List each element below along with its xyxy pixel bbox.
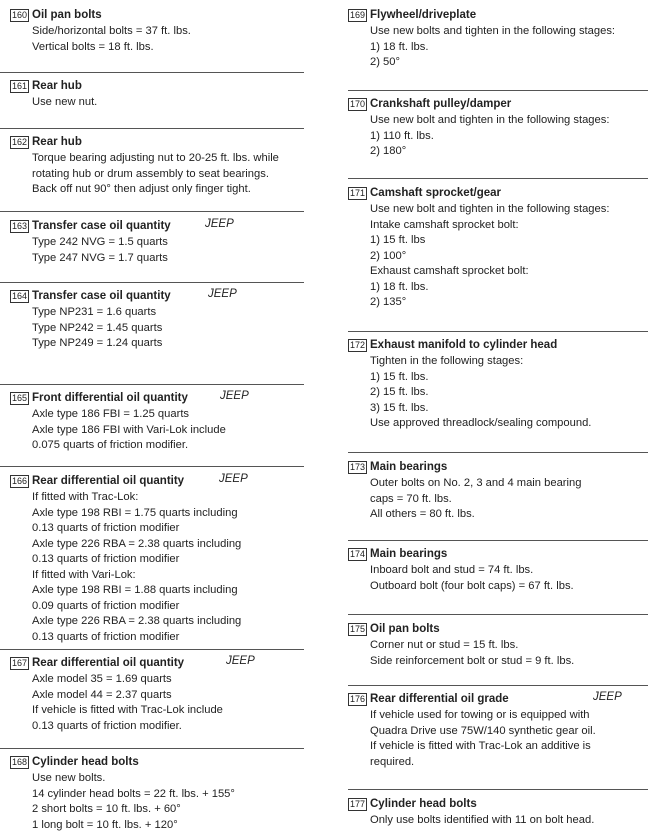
entry-body	[32, 24, 304, 55]
entry-line: 0.13 quarts of friction modifier	[32, 630, 180, 643]
entry-line: Back off nut 90° then adjust only finger tight.	[32, 183, 251, 195]
entry-body	[370, 708, 646, 770]
entry-line: Use new bolt and tighten in the following stages:	[370, 203, 610, 215]
jeep-label: JEEP	[220, 390, 249, 402]
entry-title: Main bearings	[370, 461, 448, 473]
entry-line: 3) 15 ft. lbs.	[370, 401, 429, 414]
spec-entry-169	[348, 8, 646, 71]
entry-line: Use new bolts and tighten in the following stages:	[370, 25, 616, 37]
section-divider	[348, 178, 648, 179]
entry-line: 1) 18 ft. lbs.	[370, 280, 429, 293]
entry-body	[370, 638, 646, 669]
section-divider	[348, 614, 648, 615]
entry-line: Axle type 186 FBI = 1.25 quarts	[32, 408, 190, 420]
entry-body	[370, 813, 646, 829]
entry-line: Type 247 NVG = 1.7 quarts	[32, 251, 168, 264]
entry-body	[370, 113, 646, 160]
entry-title: Oil pan bolts	[370, 623, 440, 635]
entry-line: All others = 80 ft. lbs.	[370, 508, 475, 520]
spec-entry-162	[10, 135, 304, 198]
entry-header	[348, 8, 646, 24]
entry-number-badge: 167	[12, 658, 28, 668]
entry-line: Axle type 198 RBI = 1.88 quarts including	[32, 584, 238, 596]
entry-header	[348, 338, 646, 354]
jeep-label: JEEP	[205, 218, 234, 230]
spec-entry-168	[10, 755, 304, 833]
spec-entry-173	[348, 460, 646, 523]
entry-body	[370, 476, 646, 523]
entry-line: 0.13 quarts of friction modifier.	[32, 719, 182, 732]
entry-title: Main bearings	[370, 548, 448, 560]
entry-number-badge: 177	[350, 799, 366, 809]
entry-line: Outer bolts on No. 2, 3 and 4 main bearing	[370, 477, 582, 489]
spec-entry-165	[10, 391, 304, 454]
entry-number-badge: 164	[12, 291, 28, 301]
entry-header	[10, 391, 304, 407]
entry-line: 2) 135°	[370, 296, 407, 308]
entry-header	[10, 289, 304, 305]
entry-line: Axle type 226 RBA = 2.38 quarts including	[32, 615, 242, 627]
entry-line: 2) 180°	[370, 145, 407, 157]
entry-line: If fitted with Trac-Lok:	[32, 491, 139, 503]
spec-entry-163	[10, 219, 304, 266]
entry-title: Oil pan bolts	[32, 9, 102, 21]
section-divider	[0, 211, 304, 212]
section-divider	[348, 452, 648, 453]
entry-line: Axle model 44 = 2.37 quarts	[32, 688, 172, 701]
entry-line: 14 cylinder head bolts = 22 ft. lbs. + 155°	[32, 787, 235, 800]
entry-header	[10, 474, 304, 490]
entry-line: Intake camshaft sprocket bolt:	[370, 218, 519, 231]
entry-number-badge: 162	[12, 137, 28, 147]
entry-title: Front differential oil quantity	[32, 392, 188, 404]
entry-header	[10, 79, 304, 95]
entry-body	[32, 235, 304, 266]
section-divider	[348, 540, 648, 541]
entry-line: Corner nut or stud = 15 ft. lbs.	[370, 639, 519, 651]
entry-line: 2) 15 ft. lbs.	[370, 386, 429, 398]
entry-body	[370, 563, 646, 594]
entry-line: required.	[370, 755, 415, 768]
entry-line: Use new bolts.	[32, 772, 106, 784]
entry-header	[10, 656, 304, 672]
entry-title: Cylinder head bolts	[370, 798, 477, 810]
entry-title: Exhaust manifold to cylinder head	[370, 339, 558, 351]
entry-line: rotating hub or drum assembly to seat bearings.	[32, 167, 269, 180]
jeep-label: JEEP	[219, 473, 248, 485]
jeep-label: JEEP	[593, 691, 622, 703]
section-divider	[0, 748, 304, 749]
entry-line: 1) 15 ft. lbs	[370, 234, 426, 246]
entry-header	[10, 8, 304, 24]
entry-number-badge: 170	[350, 99, 366, 109]
entry-header	[348, 692, 646, 708]
entry-title: Rear hub	[32, 136, 82, 148]
entry-line: Outboard bolt (four bolt caps) = 67 ft. lbs.	[370, 579, 574, 592]
entry-line: Tighten in the following stages:	[370, 355, 524, 367]
spec-entry-160	[10, 8, 304, 55]
entry-line: Torque bearing adjusting nut to 20-25 ft. lbs. while	[32, 152, 279, 164]
entry-line: Type 242 NVG = 1.5 quarts	[32, 236, 168, 248]
entry-header	[348, 622, 646, 638]
entry-line: Exhaust camshaft sprocket bolt:	[370, 265, 529, 277]
entry-body	[32, 305, 304, 352]
spec-entry-175	[348, 622, 646, 669]
entry-line: If vehicle is fitted with Trac-Lok include	[32, 704, 223, 716]
section-divider	[348, 789, 648, 790]
entry-line: If vehicle is fitted with Trac-Lok an additive is	[370, 740, 591, 752]
entry-line: 0.13 quarts of friction modifier	[32, 553, 180, 565]
entry-line: 2) 100°	[370, 249, 407, 262]
entry-number-badge: 173	[350, 462, 366, 472]
entry-header	[348, 186, 646, 202]
entry-line: Use approved threadlock/sealing compound.	[370, 417, 592, 429]
section-divider	[0, 72, 304, 73]
entry-number-badge: 174	[350, 549, 366, 559]
entry-title: Transfer case oil quantity	[32, 220, 171, 232]
entry-line: Use new bolt and tighten in the following stages:	[370, 114, 610, 126]
section-divider	[0, 384, 304, 385]
entry-header	[10, 755, 304, 771]
entry-header	[348, 547, 646, 563]
entry-number-badge: 165	[12, 393, 28, 403]
entry-line: Side reinforcement bolt or stud = 9 ft. lbs.	[370, 654, 575, 667]
spec-entry-167	[10, 656, 304, 734]
entry-line: If fitted with Vari-Lok:	[32, 568, 136, 581]
section-divider	[0, 282, 304, 283]
entry-line: If vehicle used for towing or is equipped with	[370, 709, 590, 721]
entry-body	[32, 151, 304, 198]
entry-title: Transfer case oil quantity	[32, 290, 171, 302]
entry-line: 2) 50°	[370, 56, 400, 68]
jeep-label: JEEP	[208, 288, 237, 300]
entry-body	[32, 95, 304, 111]
entry-number-badge: 166	[12, 476, 28, 486]
entry-line: 2 short bolts = 10 ft. lbs. + 60°	[32, 803, 181, 815]
entry-line: 1) 110 ft. lbs.	[370, 129, 434, 142]
entry-header	[10, 219, 304, 235]
entry-number-badge: 175	[350, 624, 366, 634]
entry-number-badge: 171	[350, 188, 366, 198]
spec-entry-170	[348, 97, 646, 160]
entry-header	[348, 797, 646, 813]
entry-line: Axle type 186 FBI with Vari-Lok include	[32, 423, 226, 436]
entry-body	[370, 24, 646, 71]
section-divider	[0, 128, 304, 129]
entry-line: Axle type 198 RBI = 1.75 quarts including	[32, 506, 238, 519]
entry-title: Camshaft sprocket/gear	[370, 187, 502, 199]
entry-header	[10, 135, 304, 151]
entry-line: Quadra Drive use 75W/140 synthetic gear oil.	[370, 724, 596, 737]
entry-line: Inboard bolt and stud = 74 ft. lbs.	[370, 564, 534, 576]
section-divider	[0, 649, 304, 650]
spec-entry-172	[348, 338, 646, 432]
entry-body	[370, 354, 646, 432]
section-divider	[348, 331, 648, 332]
spec-entry-161	[10, 79, 304, 111]
entry-body	[370, 202, 646, 311]
entry-line: Vertical bolts = 18 ft. lbs.	[32, 40, 154, 53]
entry-line: 1) 15 ft. lbs.	[370, 370, 429, 383]
section-divider	[0, 466, 304, 467]
entry-line: 0.13 quarts of friction modifier	[32, 522, 180, 534]
spec-entry-174	[348, 547, 646, 594]
entry-title: Crankshaft pulley/damper	[370, 98, 512, 110]
entry-number-badge: 172	[350, 340, 366, 350]
section-divider	[348, 90, 648, 91]
entry-body	[32, 490, 304, 645]
entry-line: Axle model 35 = 1.69 quarts	[32, 673, 172, 685]
entry-body	[32, 771, 304, 833]
entry-number-badge: 169	[350, 10, 366, 20]
entry-line: Only use bolts identified with 11 on bolt head.	[370, 814, 595, 826]
entry-title: Flywheel/driveplate	[370, 9, 477, 21]
entry-number-badge: 168	[12, 757, 28, 767]
entry-title: Rear differential oil quantity	[32, 657, 185, 669]
entry-line: 1) 18 ft. lbs.	[370, 40, 429, 53]
entry-title: Cylinder head bolts	[32, 756, 139, 768]
entry-number-badge: 160	[12, 10, 28, 20]
entry-body	[32, 407, 304, 454]
section-divider	[348, 685, 648, 686]
entry-title: Rear differential oil quantity	[32, 475, 185, 487]
entry-line: Type NP231 = 1.6 quarts	[32, 306, 157, 318]
entry-title: Rear differential oil grade	[370, 693, 509, 705]
entry-line: caps = 70 ft. lbs.	[370, 492, 452, 505]
entry-line: 1 long bolt = 10 ft. lbs. + 120°	[32, 818, 178, 831]
entry-number-badge: 176	[350, 694, 366, 704]
entry-line: Axle type 226 RBA = 2.38 quarts including	[32, 537, 242, 550]
spec-entry-177	[348, 797, 646, 829]
entry-body	[32, 672, 304, 734]
entry-line: 0.075 quarts of friction modifier.	[32, 439, 189, 451]
entry-number-badge: 163	[12, 221, 28, 231]
entry-line: Side/horizontal bolts = 37 ft. lbs.	[32, 25, 191, 37]
spec-entry-166	[10, 474, 304, 645]
spec-entry-171	[348, 186, 646, 311]
entry-line: 0.09 quarts of friction modifier	[32, 599, 180, 612]
spec-entry-176	[348, 692, 646, 770]
entry-number-badge: 161	[12, 81, 28, 91]
entry-header	[348, 460, 646, 476]
entry-header	[348, 97, 646, 113]
spec-entry-164	[10, 289, 304, 352]
entry-line: Type NP242 = 1.45 quarts	[32, 321, 163, 334]
entry-line: Type NP249 = 1.24 quarts	[32, 337, 163, 349]
entry-line: Use new nut.	[32, 96, 98, 108]
jeep-label: JEEP	[226, 655, 255, 667]
entry-title: Rear hub	[32, 80, 82, 92]
